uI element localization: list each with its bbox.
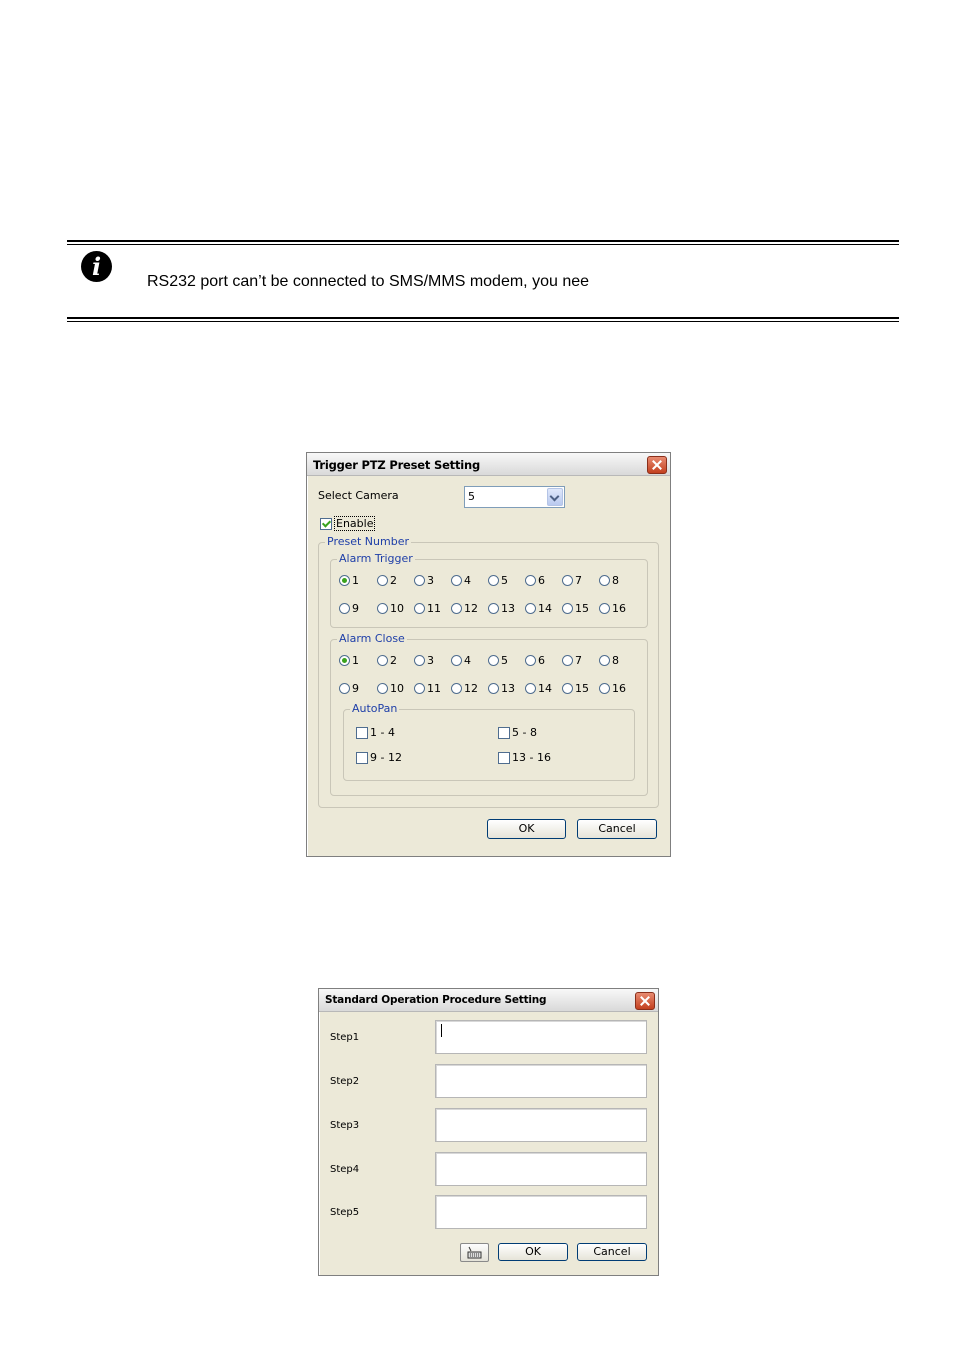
alarm-trigger-radio-4[interactable] xyxy=(451,574,471,587)
autopan-1-4[interactable] xyxy=(356,726,395,739)
close-icon[interactable] xyxy=(647,456,667,474)
autopan-1-4-box[interactable] xyxy=(356,727,368,739)
alarm-close-radio-label: 5 xyxy=(501,654,508,667)
alarm-trigger-group xyxy=(330,552,648,628)
alarm-trigger-radio-11[interactable] xyxy=(414,602,441,615)
alarm-trigger-radio-6[interactable] xyxy=(525,574,545,587)
alarm-trigger-radio-8[interactable] xyxy=(599,574,619,587)
alarm-close-radio-4[interactable] xyxy=(451,654,471,667)
alarm-close-radio-label: 10 xyxy=(390,682,404,695)
alarm-close-radio-button[interactable] xyxy=(451,655,462,666)
alarm-trigger-radio-13[interactable] xyxy=(488,602,515,615)
alarm-trigger-radio-button[interactable] xyxy=(377,575,388,586)
alarm-close-radio-15[interactable] xyxy=(562,682,589,695)
step-5-label: Step5 xyxy=(330,1207,360,1218)
alarm-close-radio-label: 11 xyxy=(427,682,441,695)
alarm-trigger-radio-button[interactable] xyxy=(525,575,536,586)
alarm-close-radio-3[interactable] xyxy=(414,654,434,667)
keyboard-button[interactable] xyxy=(460,1243,489,1262)
enable-label: Enable xyxy=(336,517,374,530)
ptz-dialog-titlebar[interactable] xyxy=(307,453,670,476)
alarm-trigger-radio-label: 3 xyxy=(427,574,434,587)
alarm-close-group xyxy=(330,632,648,796)
alarm-trigger-radio-button[interactable] xyxy=(599,575,610,586)
alarm-trigger-radio-9[interactable] xyxy=(339,602,359,615)
step-3-label: Step3 xyxy=(330,1120,360,1131)
autopan-13-16-label: 13 - 16 xyxy=(512,751,551,764)
alarm-trigger-radio-label: 13 xyxy=(501,602,515,615)
alarm-trigger-radio-button[interactable] xyxy=(339,603,350,614)
alarm-close-radio-button[interactable] xyxy=(525,655,536,666)
alarm-trigger-radio-label: 1 xyxy=(352,574,359,587)
alarm-close-radio-1[interactable] xyxy=(339,654,359,667)
sop-dialog xyxy=(318,988,659,1276)
keyboard-icon xyxy=(461,1244,488,1261)
step-5-input[interactable] xyxy=(435,1195,647,1229)
alarm-trigger-radio-label: 16 xyxy=(612,602,626,615)
alarm-trigger-radio-label: 5 xyxy=(501,574,508,587)
alarm-close-radio-button[interactable] xyxy=(488,655,499,666)
alarm-close-radio-button[interactable] xyxy=(525,683,536,694)
alarm-close-radio-5[interactable] xyxy=(488,654,508,667)
alarm-close-radio-label: 1 xyxy=(352,654,359,667)
alarm-trigger-radio-button[interactable] xyxy=(339,575,350,586)
alarm-close-radio-label: 9 xyxy=(352,682,359,695)
camera-select[interactable] xyxy=(464,486,565,508)
alarm-close-radio-label: 13 xyxy=(501,682,515,695)
alarm-close-radio-label: 7 xyxy=(575,654,582,667)
step-2-label: Step2 xyxy=(330,1076,360,1087)
alarm-trigger-radio-label: 2 xyxy=(390,574,397,587)
step-4-label: Step4 xyxy=(330,1164,360,1175)
text-caret xyxy=(441,1024,442,1037)
alarm-close-radio-button[interactable] xyxy=(599,683,610,694)
alarm-close-radio-8[interactable] xyxy=(599,654,619,667)
alarm-trigger-radio-5[interactable] xyxy=(488,574,508,587)
ptz-cancel-button[interactable]: Cancel xyxy=(577,819,657,839)
alarm-close-radio-label: 12 xyxy=(464,682,478,695)
alarm-close-radio-7[interactable] xyxy=(562,654,582,667)
autopan-9-12[interactable] xyxy=(356,751,402,764)
alarm-trigger-radio-button[interactable] xyxy=(525,603,536,614)
alarm-trigger-radio-15[interactable] xyxy=(562,602,589,615)
alarm-close-radio-label: 2 xyxy=(390,654,397,667)
step-1-label: Step1 xyxy=(330,1032,360,1043)
alarm-trigger-radio-label: 14 xyxy=(538,602,552,615)
alarm-close-radio-label: 8 xyxy=(612,654,619,667)
alarm-close-radio-12[interactable] xyxy=(451,682,478,695)
preset-number-group xyxy=(318,535,659,808)
alarm-trigger-radio-3[interactable] xyxy=(414,574,434,587)
alarm-trigger-radio-1[interactable] xyxy=(339,574,359,587)
alarm-close-radio-label: 6 xyxy=(538,654,545,667)
alarm-trigger-radio-button[interactable] xyxy=(414,603,425,614)
info-icon: i xyxy=(81,251,112,282)
alarm-trigger-radio-button[interactable] xyxy=(451,603,462,614)
alarm-close-radio-14[interactable] xyxy=(525,682,552,695)
step-2-input[interactable] xyxy=(435,1064,647,1098)
alarm-trigger-radio-label: 6 xyxy=(538,574,545,587)
alarm-close-radio-button[interactable] xyxy=(562,655,573,666)
step-3-input[interactable] xyxy=(435,1108,647,1142)
alarm-close-radio-2[interactable] xyxy=(377,654,397,667)
alarm-close-radio-button[interactable] xyxy=(414,655,425,666)
ptz-preset-dialog xyxy=(306,452,671,857)
autopan-5-8[interactable] xyxy=(498,726,537,739)
alarm-close-radio-13[interactable] xyxy=(488,682,515,695)
alarm-close-radio-label: 14 xyxy=(538,682,552,695)
autopan-1-4-label: 1 - 4 xyxy=(370,726,395,739)
preset-number-title: Preset Number xyxy=(327,535,409,548)
alarm-trigger-radio-label: 7 xyxy=(575,574,582,587)
sop-dialog-title: Standard Operation Procedure Setting xyxy=(325,994,547,1006)
alarm-trigger-radio-label: 4 xyxy=(464,574,471,587)
select-camera-label: Select Camera xyxy=(318,489,399,502)
alarm-trigger-radio-12[interactable] xyxy=(451,602,478,615)
alarm-close-radio-6[interactable] xyxy=(525,654,545,667)
alarm-close-radio-button[interactable] xyxy=(488,683,499,694)
autopan-13-16-box[interactable] xyxy=(498,752,510,764)
alarm-close-radio-button[interactable] xyxy=(339,655,350,666)
step-4-input[interactable] xyxy=(435,1152,647,1186)
note-top-rule xyxy=(67,240,899,242)
autopan-title: AutoPan xyxy=(352,702,398,715)
alarm-trigger-radio-label: 15 xyxy=(575,602,589,615)
autopan-9-12-label: 9 - 12 xyxy=(370,751,402,764)
sop-cancel-button[interactable]: Cancel xyxy=(577,1243,647,1261)
ptz-dialog-title: Trigger PTZ Preset Setting xyxy=(313,458,481,472)
autopan-5-8-label: 5 - 8 xyxy=(512,726,537,739)
sop-dialog-titlebar[interactable] xyxy=(319,989,658,1012)
close-icon[interactable] xyxy=(635,992,655,1010)
alarm-trigger-title: Alarm Trigger xyxy=(339,552,413,565)
enable-checkbox[interactable] xyxy=(320,516,375,531)
alarm-trigger-radio-16[interactable] xyxy=(599,602,626,615)
alarm-trigger-radio-button[interactable] xyxy=(562,575,573,586)
alarm-close-radio-label: 4 xyxy=(464,654,471,667)
autopan-group xyxy=(343,702,635,781)
alarm-trigger-radio-7[interactable] xyxy=(562,574,582,587)
alarm-close-radio-button[interactable] xyxy=(562,683,573,694)
autopan-5-8-box[interactable] xyxy=(498,727,510,739)
alarm-trigger-radio-10[interactable] xyxy=(377,602,404,615)
alarm-trigger-radio-label: 8 xyxy=(612,574,619,587)
ptz-ok-button[interactable]: OK xyxy=(487,819,566,839)
alarm-trigger-radio-button[interactable] xyxy=(377,603,388,614)
note-bottom-rule xyxy=(67,317,899,319)
chevron-down-icon[interactable] xyxy=(547,488,563,506)
alarm-close-radio-label: 3 xyxy=(427,654,434,667)
alarm-trigger-radio-14[interactable] xyxy=(525,602,552,615)
alarm-close-radio-16[interactable] xyxy=(599,682,626,695)
alarm-trigger-radio-label: 12 xyxy=(464,602,478,615)
alarm-close-radio-button[interactable] xyxy=(451,683,462,694)
sop-ok-button[interactable]: OK xyxy=(498,1243,568,1261)
note-text: RS232 port can’t be connected to SMS/MMS modem, you nee xyxy=(147,273,590,290)
alarm-close-radio-10[interactable] xyxy=(377,682,404,695)
alarm-close-radio-button[interactable] xyxy=(599,655,610,666)
alarm-trigger-radio-button[interactable] xyxy=(599,603,610,614)
alarm-close-radio-9[interactable] xyxy=(339,682,359,695)
autopan-13-16[interactable] xyxy=(498,751,551,764)
enable-checkbox-box[interactable] xyxy=(320,518,332,530)
alarm-close-radio-button[interactable] xyxy=(377,655,388,666)
alarm-close-radio-button[interactable] xyxy=(377,683,388,694)
alarm-trigger-radio-2[interactable] xyxy=(377,574,397,587)
autopan-9-12-box[interactable] xyxy=(356,752,368,764)
alarm-trigger-radio-label: 9 xyxy=(352,602,359,615)
alarm-trigger-radio-button[interactable] xyxy=(451,575,462,586)
alarm-trigger-radio-button[interactable] xyxy=(562,603,573,614)
step-1-input[interactable] xyxy=(435,1020,647,1054)
alarm-trigger-radio-button[interactable] xyxy=(414,575,425,586)
alarm-close-radio-button[interactable] xyxy=(339,683,350,694)
alarm-trigger-radio-button[interactable] xyxy=(488,575,499,586)
alarm-trigger-radio-button[interactable] xyxy=(488,603,499,614)
alarm-trigger-radio-label: 11 xyxy=(427,602,441,615)
alarm-close-title: Alarm Close xyxy=(339,632,405,645)
alarm-trigger-radio-label: 10 xyxy=(390,602,404,615)
alarm-close-radio-button[interactable] xyxy=(414,683,425,694)
alarm-close-radio-label: 16 xyxy=(612,682,626,695)
alarm-close-radio-11[interactable] xyxy=(414,682,441,695)
camera-select-value: 5 xyxy=(468,490,475,503)
alarm-close-radio-label: 15 xyxy=(575,682,589,695)
